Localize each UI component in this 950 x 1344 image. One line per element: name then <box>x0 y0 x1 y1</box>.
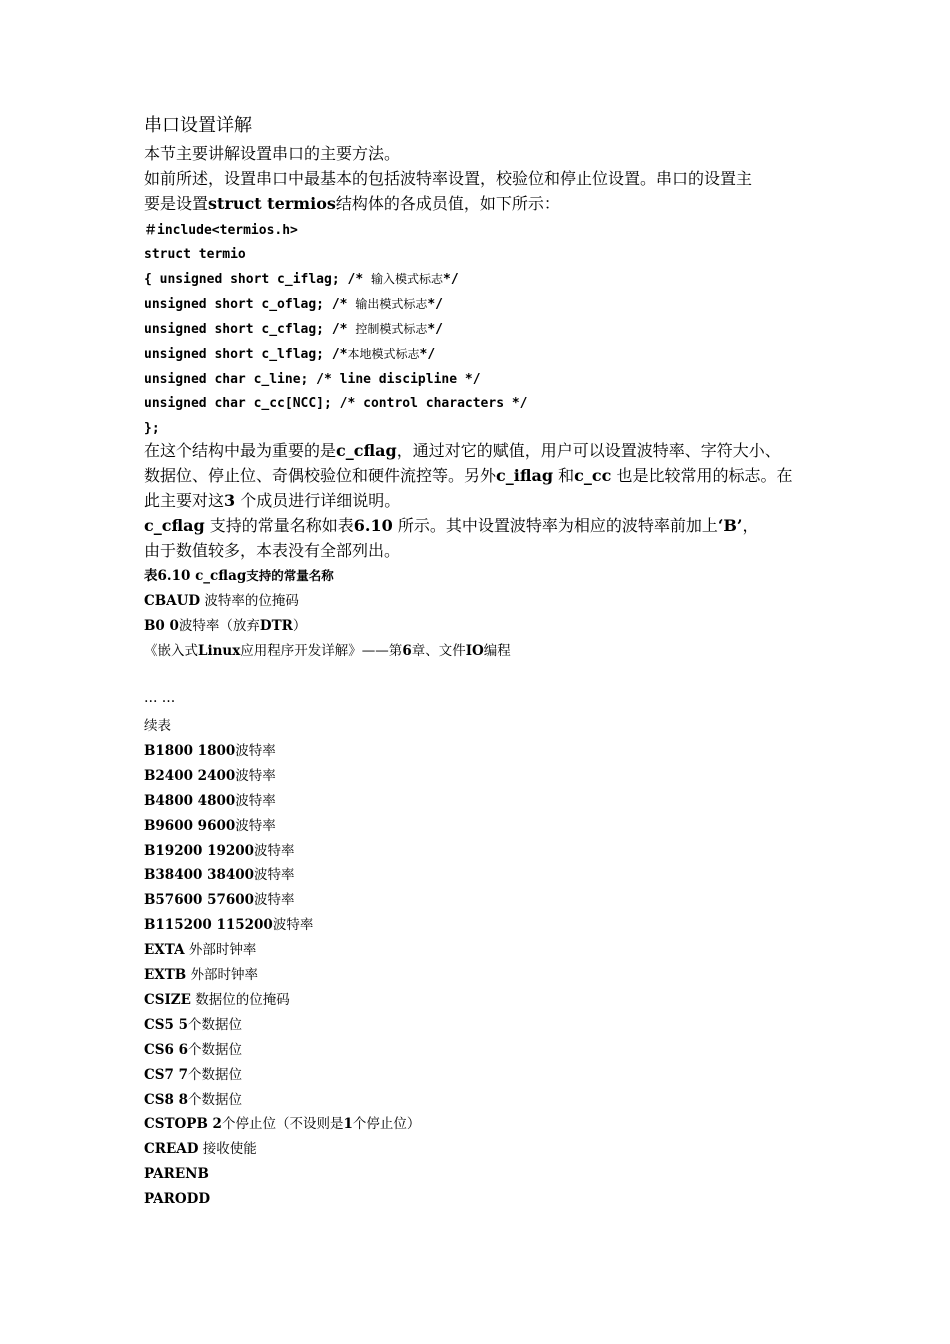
table-row: B9600 9600波特率 <box>144 818 276 834</box>
table-row: CS7 7个数据位 <box>144 1067 242 1083</box>
table-row: PARENB <box>144 1166 209 1182</box>
table-row: B2400 2400波特率 <box>144 768 276 784</box>
code-struct: struct termio <box>144 247 246 262</box>
table-row: CS6 6个数据位 <box>144 1042 242 1058</box>
table-row: CBAUD 波特率的位掩码 <box>144 593 299 609</box>
code-line: { unsigned short c_iflag; /* 输入模式标志*/ <box>144 272 459 287</box>
page-title: 串口设置详解 <box>144 115 252 136</box>
intro-line-2: 如前所述，设置串口中最基本的包括波特率设置，校验位和停止位设置。串口的设置主 <box>144 169 753 188</box>
code-line: unsigned char c_cc[NCC]; /* control characters */ <box>144 396 528 411</box>
code-include: ＃include<termios.h> <box>144 223 298 238</box>
table-row: B38400 38400波特率 <box>144 867 295 883</box>
code-line: unsigned char c_line; /* line discipline */ <box>144 372 481 387</box>
intro-line-3: 要是设置struct termios结构体的各成员值，如下所示： <box>144 194 560 213</box>
table-row: CREAD 接收使能 <box>144 1141 257 1157</box>
code-line: unsigned short c_cflag; /* 控制模式标志*/ <box>144 322 443 337</box>
ellipsis: … … <box>144 690 176 706</box>
table-row: EXTB 外部时钟率 <box>144 967 259 983</box>
table-row: B4800 4800波特率 <box>144 793 276 809</box>
table-row: CS8 8个数据位 <box>144 1092 242 1108</box>
continued-label: 续表 <box>144 718 171 734</box>
code-close: }; <box>144 421 160 436</box>
page-footer: 《嵌入式Linux应用程序开发详解》——第6章、文件IO编程 <box>144 643 511 659</box>
table-row: CS5 5个数据位 <box>144 1017 242 1033</box>
para3-line-2: 由于数值较多，本表没有全部列出。 <box>144 541 401 560</box>
table-row: B19200 19200波特率 <box>144 843 295 859</box>
table-row: EXTA 外部时钟率 <box>144 942 257 958</box>
table-caption: 表6.10 c_cflag支持的常量名称 <box>144 568 334 584</box>
intro-line-1: 本节主要讲解设置串口的主要方法。 <box>144 144 401 163</box>
para2-line-3: 此主要对这3 个成员进行详细说明。 <box>144 491 401 510</box>
table-row: B0 0波特率（放弃DTR） <box>144 618 307 634</box>
table-row: CSTOPB 2个停止位（不设则是1个停止位） <box>144 1116 421 1132</box>
table-row: CSIZE 数据位的位掩码 <box>144 992 290 1008</box>
para2-line-1: 在这个结构中最为重要的是c_cflag，通过对它的赋值，用户可以设置波特率、字符大小、 <box>144 441 781 460</box>
table-row: B57600 57600波特率 <box>144 892 295 908</box>
table-row: PARODD <box>144 1191 211 1207</box>
table-row: B115200 115200波特率 <box>144 917 314 933</box>
table-row: B1800 1800波特率 <box>144 743 276 759</box>
para2-line-2: 数据位、停止位、奇偶校验位和硬件流控等。另外c_iflag 和c_cc 也是比较常用的标志。在 <box>144 466 793 485</box>
code-line: unsigned short c_oflag; /* 输出模式标志*/ <box>144 297 443 312</box>
para3-line-1: c_cflag 支持的常量名称如表6.10 所示。其中设置波特率为相应的波特率前加上‘B’， <box>144 516 759 535</box>
code-line: unsigned short c_lflag; /*本地模式标志*/ <box>144 347 436 362</box>
